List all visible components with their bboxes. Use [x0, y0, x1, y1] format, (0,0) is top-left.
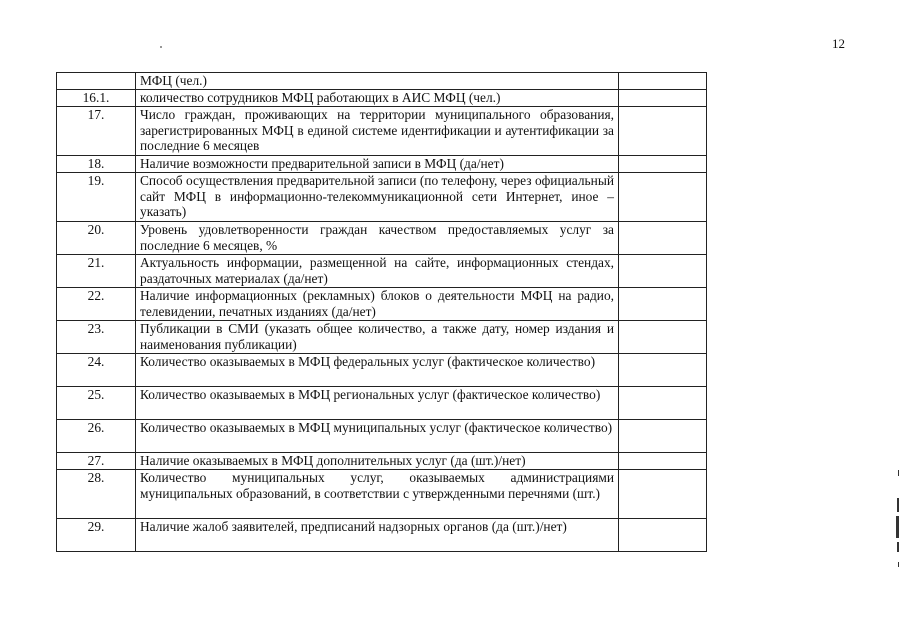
row-number: 21. [57, 255, 136, 288]
row-number: 28. [57, 470, 136, 519]
table-row [57, 453, 707, 470]
row-value-cell [619, 420, 707, 453]
row-value-cell [619, 255, 707, 288]
row-number: 24. [57, 354, 136, 387]
table-row [57, 173, 707, 222]
row-value-cell [619, 453, 707, 470]
row-text: Наличие информационных (рекламных) блоков о деятельности МФЦ на радио, телевидении, печатных изданиях (да/нет) [136, 288, 619, 321]
row-value-cell [619, 288, 707, 321]
table-row [57, 255, 707, 288]
row-number: 19. [57, 173, 136, 222]
table-row [57, 90, 707, 107]
row-value-cell [619, 470, 707, 519]
row-text: Уровень удовлетворенности граждан качеством предоставляемых услуг за последние 6 месяцев, % [136, 222, 619, 255]
row-text: Количество оказываемых в МФЦ муниципальных услуг (фактическое количество) [136, 420, 619, 453]
row-number: 16.1. [57, 90, 136, 107]
row-number [57, 73, 136, 90]
row-text: Число граждан, проживающих на территории муниципального образования, зарегистрированных МФЦ в единой системе идентификации и аутентификации за последние 6 месяцев [136, 107, 619, 156]
row-text: Количество оказываемых в МФЦ федеральных услуг (фактическое количество) [136, 354, 619, 387]
row-text: Наличие возможности предварительной записи в МФЦ (да/нет) [136, 156, 619, 173]
row-value-cell [619, 519, 707, 552]
table-row [57, 354, 707, 387]
row-number: 18. [57, 156, 136, 173]
row-number: 20. [57, 222, 136, 255]
row-number: 17. [57, 107, 136, 156]
table-row [57, 73, 707, 90]
table-row [57, 156, 707, 173]
row-value-cell [619, 90, 707, 107]
table-row [57, 387, 707, 420]
table-row [57, 420, 707, 453]
table-row [57, 107, 707, 156]
row-value-cell [619, 321, 707, 354]
row-text: Публикации в СМИ (указать общее количество, а также дату, номер издания и наименования публикации) [136, 321, 619, 354]
row-number: 27. [57, 453, 136, 470]
row-value-cell [619, 107, 707, 156]
table-row [57, 288, 707, 321]
row-number: 29. [57, 519, 136, 552]
row-text: МФЦ (чел.) [136, 73, 619, 90]
row-text: Актуальность информации, размещенной на сайте, информационных стендах, раздаточных материалах (да/нет) [136, 255, 619, 288]
row-number: 22. [57, 288, 136, 321]
row-number: 25. [57, 387, 136, 420]
row-text: Количество муниципальных услуг, оказываемых администрациями муниципальных образований, в соответствии с утвержденными перечнями (шт.) [136, 470, 619, 519]
row-value-cell [619, 156, 707, 173]
row-value-cell [619, 173, 707, 222]
page-number: 12 [832, 36, 845, 51]
row-text: Количество оказываемых в МФЦ региональных услуг (фактическое количество) [136, 387, 619, 420]
scan-edge-marks [896, 470, 902, 580]
row-text: Наличие оказываемых в МФЦ дополнительных услуг (да (шт.)/нет) [136, 453, 619, 470]
row-value-cell [619, 354, 707, 387]
row-text: Наличие жалоб заявителей, предписаний надзорных органов (да (шт.)/нет) [136, 519, 619, 552]
row-value-cell [619, 73, 707, 90]
row-number: 26. [57, 420, 136, 453]
row-text: Способ осуществления предварительной записи (по телефону, через официальный сайт МФЦ в информационно-телекоммуникационной сети Интернет, иное – указать) [136, 173, 619, 222]
scan-speck [160, 46, 162, 48]
row-value-cell [619, 222, 707, 255]
table-row [57, 519, 707, 552]
row-value-cell [619, 387, 707, 420]
table-row [57, 222, 707, 255]
indicators-table [56, 72, 707, 552]
table-row [57, 470, 707, 519]
row-text: количество сотрудников МФЦ работающих в АИС МФЦ (чел.) [136, 90, 619, 107]
row-number: 23. [57, 321, 136, 354]
table-row [57, 321, 707, 354]
